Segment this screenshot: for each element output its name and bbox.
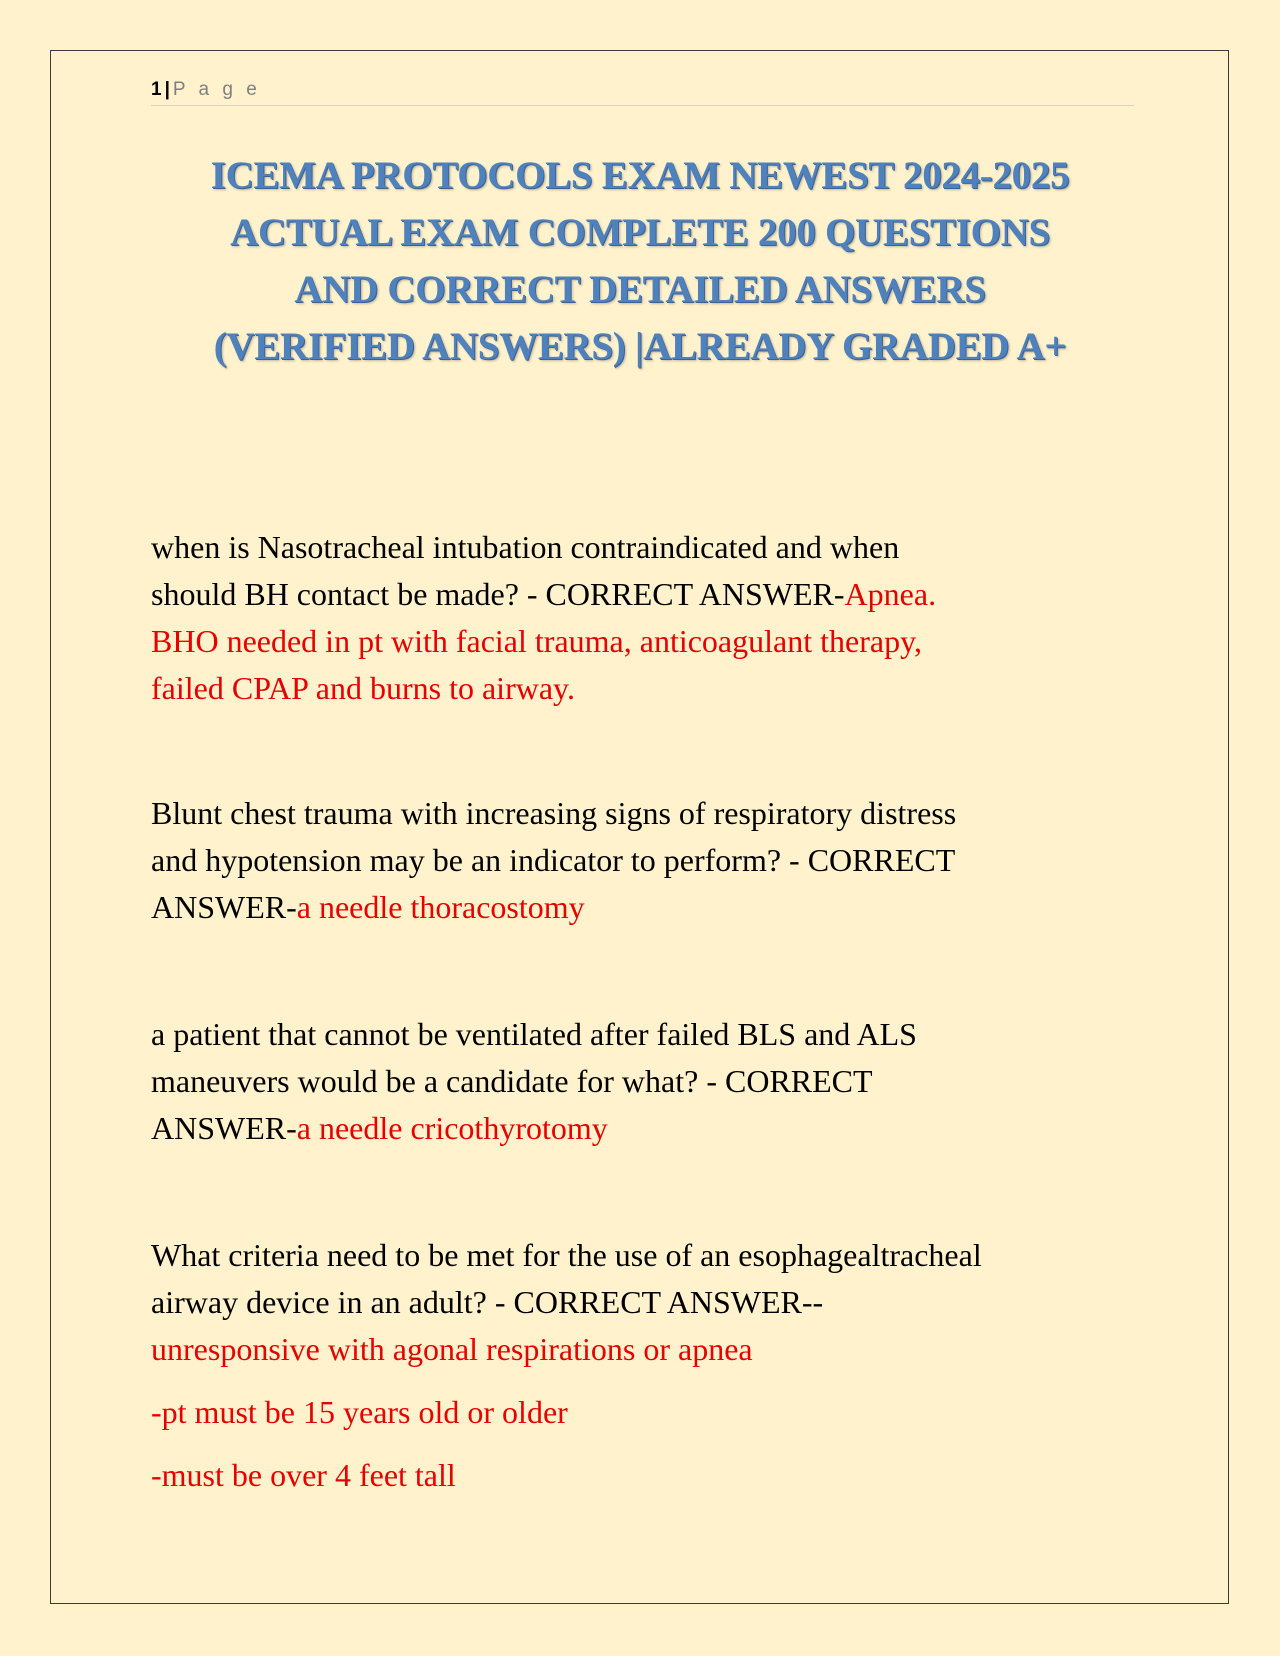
question-line: maneuvers would be a candidate for what? - CORRECT	[151, 1063, 873, 1099]
qa-item-esophagealtracheal-airway	[151, 1232, 1141, 1373]
question-text: ANSWER-	[151, 889, 297, 925]
page-number: 1	[151, 79, 162, 100]
answer-criteria-height: -must be over 4 feet tall	[151, 1457, 456, 1493]
question-line: when is Nasotracheal intubation contraindicated and when	[151, 529, 900, 565]
answer-text: a needle cricothyrotomy	[296, 1110, 608, 1146]
question-line: and hypotension may be an indicator to perform? - CORRECT	[151, 842, 956, 878]
answer-line: BHO needed in pt with facial trauma, anticoagulant therapy,	[151, 623, 922, 659]
title-line: ACTUAL EXAM COMPLETE 200 QUESTIONS	[230, 211, 1050, 254]
question-text: should BH contact be made? - CORRECT ANSWER-	[151, 576, 845, 612]
question-answer-line	[151, 571, 1141, 618]
answer-criteria-age: -pt must be 15 years old or older	[151, 1394, 568, 1430]
qa-item-failed-ventilation	[151, 1011, 1141, 1152]
question-line: airway device in an adult? - CORRECT ANSWER--	[151, 1284, 824, 1320]
question-line: What criteria need to be met for the use of an esophagealtracheal	[151, 1237, 982, 1273]
question-line: a patient that cannot be ventilated after failed BLS and ALS	[151, 1016, 917, 1052]
answer-text: Apnea.	[844, 576, 937, 612]
document-title	[150, 147, 1130, 375]
question-answer-line	[151, 1105, 1141, 1152]
answer-text: a needle thoracostomy	[296, 889, 585, 925]
title-line: AND CORRECT DETAILED ANSWERS	[294, 268, 986, 311]
qa-item-nasotracheal	[151, 524, 1141, 712]
title-line: ICEMA PROTOCOLS EXAM NEWEST 2024-2025	[210, 154, 1070, 197]
page-separator: |	[164, 79, 170, 100]
title-line: (VERIFIED ANSWERS) |ALREADY GRADED A+	[213, 325, 1067, 368]
question-answer-line	[151, 884, 1141, 931]
page-header	[151, 78, 1134, 106]
qa-item-blunt-chest-trauma	[151, 790, 1141, 931]
answer-line: unresponsive with agonal respirations or apnea	[151, 1331, 753, 1367]
question-line: Blunt chest trauma with increasing signs of respiratory distress	[151, 795, 957, 831]
question-text: ANSWER-	[151, 1110, 297, 1146]
page-label: P a g e	[172, 79, 261, 100]
answer-line: failed CPAP and burns to airway.	[151, 670, 575, 706]
